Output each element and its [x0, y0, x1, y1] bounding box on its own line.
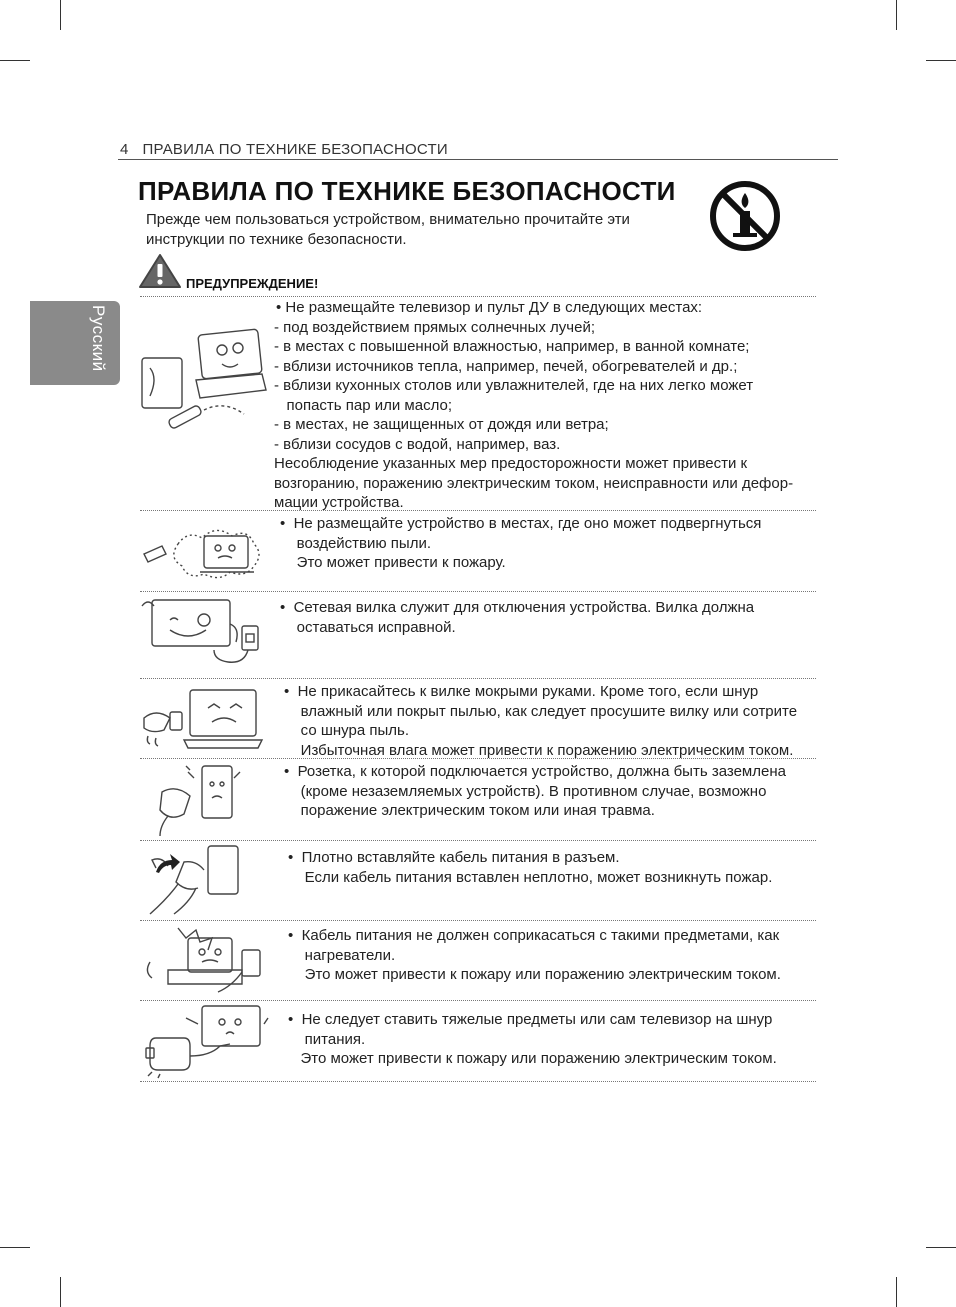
section-divider: [140, 591, 816, 592]
warning-icon: [138, 253, 182, 289]
section-8-text: [288, 1010, 777, 1069]
header-rule: [118, 159, 838, 160]
crop-mark: [926, 60, 956, 61]
warning-label: ПРЕДУПРЕЖДЕНИЕ!: [186, 276, 319, 291]
language-tab: [30, 301, 120, 385]
text-line: • Сетевая вилка служит для отключения устройства. Вилка должна: [280, 599, 755, 616]
no-open-flame-icon: [708, 179, 782, 253]
text-line: • Не размещайте устройство в местах, где оно может подвергнуться: [280, 515, 762, 532]
heater-cable-illustration: [138, 922, 270, 998]
text-line: • Не размещайте телевизор и пульт ДУ в следующих местах:: [276, 299, 703, 316]
crop-mark: [0, 60, 30, 61]
text-line: поражение электрическим током или иная травма.: [284, 802, 655, 819]
plug-insertion-illustration: [138, 842, 270, 918]
crop-mark: [896, 1277, 897, 1307]
section-3-text: [280, 598, 754, 637]
section-divider: [140, 840, 816, 841]
text-line: • Не следует ставить тяжелые предметы или сам телевизор на шнур: [288, 1011, 773, 1028]
running-title: ПРАВИЛА ПО ТЕХНИКЕ БЕЗОПАСНОСТИ: [142, 141, 448, 158]
text-line: питания.: [288, 1030, 366, 1048]
text-line: - в местах с повышенной влажностью, например, в ванной комнате;: [274, 338, 750, 355]
text-line: - вблизи кухонных столов или увлажнителей, где на них легко может: [274, 377, 754, 394]
text-line: мации устройства.: [274, 494, 404, 511]
text-line: Если кабель питания вставлен неплотно, может возникнуть пожар.: [288, 868, 773, 886]
text-line: Это может привести к пожару или поражению электрическим током.: [288, 1050, 777, 1067]
power-plug-illustration: [138, 594, 270, 674]
text-line: - в местах, не защищенных от дождя или ветра;: [274, 416, 609, 433]
text-line: воздействию пыли.: [280, 534, 432, 552]
section-1-text: [274, 298, 793, 513]
text-line: • Плотно вставляйте кабель питания в разъем.: [288, 849, 620, 866]
text-line: • Розетка, к которой подключается устройство, должна быть заземлена: [284, 763, 786, 780]
page-title: ПРАВИЛА ПО ТЕХНИКЕ БЕЗОПАСНОСТИ: [138, 176, 676, 206]
text-line: оставаться исправной.: [280, 618, 456, 636]
text-line: возгоранию, поражению электрическим током, неисправности или дефор-: [274, 474, 794, 492]
intro-line: Прежде чем пользоваться устройством, внимательно прочитайте эти: [146, 211, 630, 228]
crop-mark: [0, 1247, 30, 1248]
crop-mark: [60, 0, 61, 30]
running-header: [120, 141, 448, 158]
section-4-text: [284, 682, 797, 760]
dust-illustration: [138, 514, 270, 588]
text-line: Это может привести к пожару или поражению электрическим током.: [288, 966, 781, 983]
tv-placement-illustration: [138, 318, 270, 436]
language-tab-label: Русский: [89, 305, 108, 372]
section-7-text: [288, 926, 781, 985]
text-line: Это может привести к пожару.: [280, 554, 506, 571]
text-line: - вблизи источников тепла, например, печей, обогревателей и др.;: [274, 357, 738, 375]
crop-mark: [896, 0, 897, 30]
text-line: нагреватели.: [288, 946, 396, 964]
intro-text: [146, 210, 686, 250]
wet-hands-illustration: [138, 682, 270, 756]
text-line: (кроме незаземляемых устройств). В противном случае, возможно: [284, 782, 767, 800]
heavy-object-cable-illustration: [138, 1002, 270, 1080]
section-divider: [140, 1081, 816, 1082]
text-line: • Кабель питания не должен соприкасаться с такими предметами, как: [288, 927, 780, 944]
text-line: - вблизи сосудов с водой, например, ваз.: [274, 435, 561, 453]
text-line: влажный или покрыт пылью, как следует просушите вилку или сотрите: [284, 702, 798, 720]
text-line: Несоблюдение указанных мер предосторожности может привести к: [274, 455, 748, 472]
text-line: попасть пар или масло;: [274, 396, 453, 414]
crop-mark: [926, 1247, 956, 1248]
section-6-text: [288, 848, 772, 887]
section-2-text: [280, 514, 761, 573]
section-divider: [140, 296, 816, 297]
text-line: - под воздействием прямых солнечных лучей;: [274, 318, 595, 336]
text-line: • Не прикасайтесь к вилке мокрыми руками. Кроме того, если шнур: [284, 683, 759, 700]
section-5-text: [284, 762, 786, 821]
section-divider: [140, 920, 816, 921]
section-divider: [140, 1000, 816, 1001]
page-number: 4: [120, 141, 129, 158]
text-line: Избыточная влага может привести к поражению электрическим током.: [284, 741, 794, 759]
grounded-outlet-illustration: [138, 762, 270, 838]
intro-line: инструкции по технике безопасности.: [146, 231, 407, 248]
section-divider: [140, 678, 816, 679]
crop-mark: [60, 1277, 61, 1307]
text-line: со шнура пыль.: [284, 722, 409, 739]
